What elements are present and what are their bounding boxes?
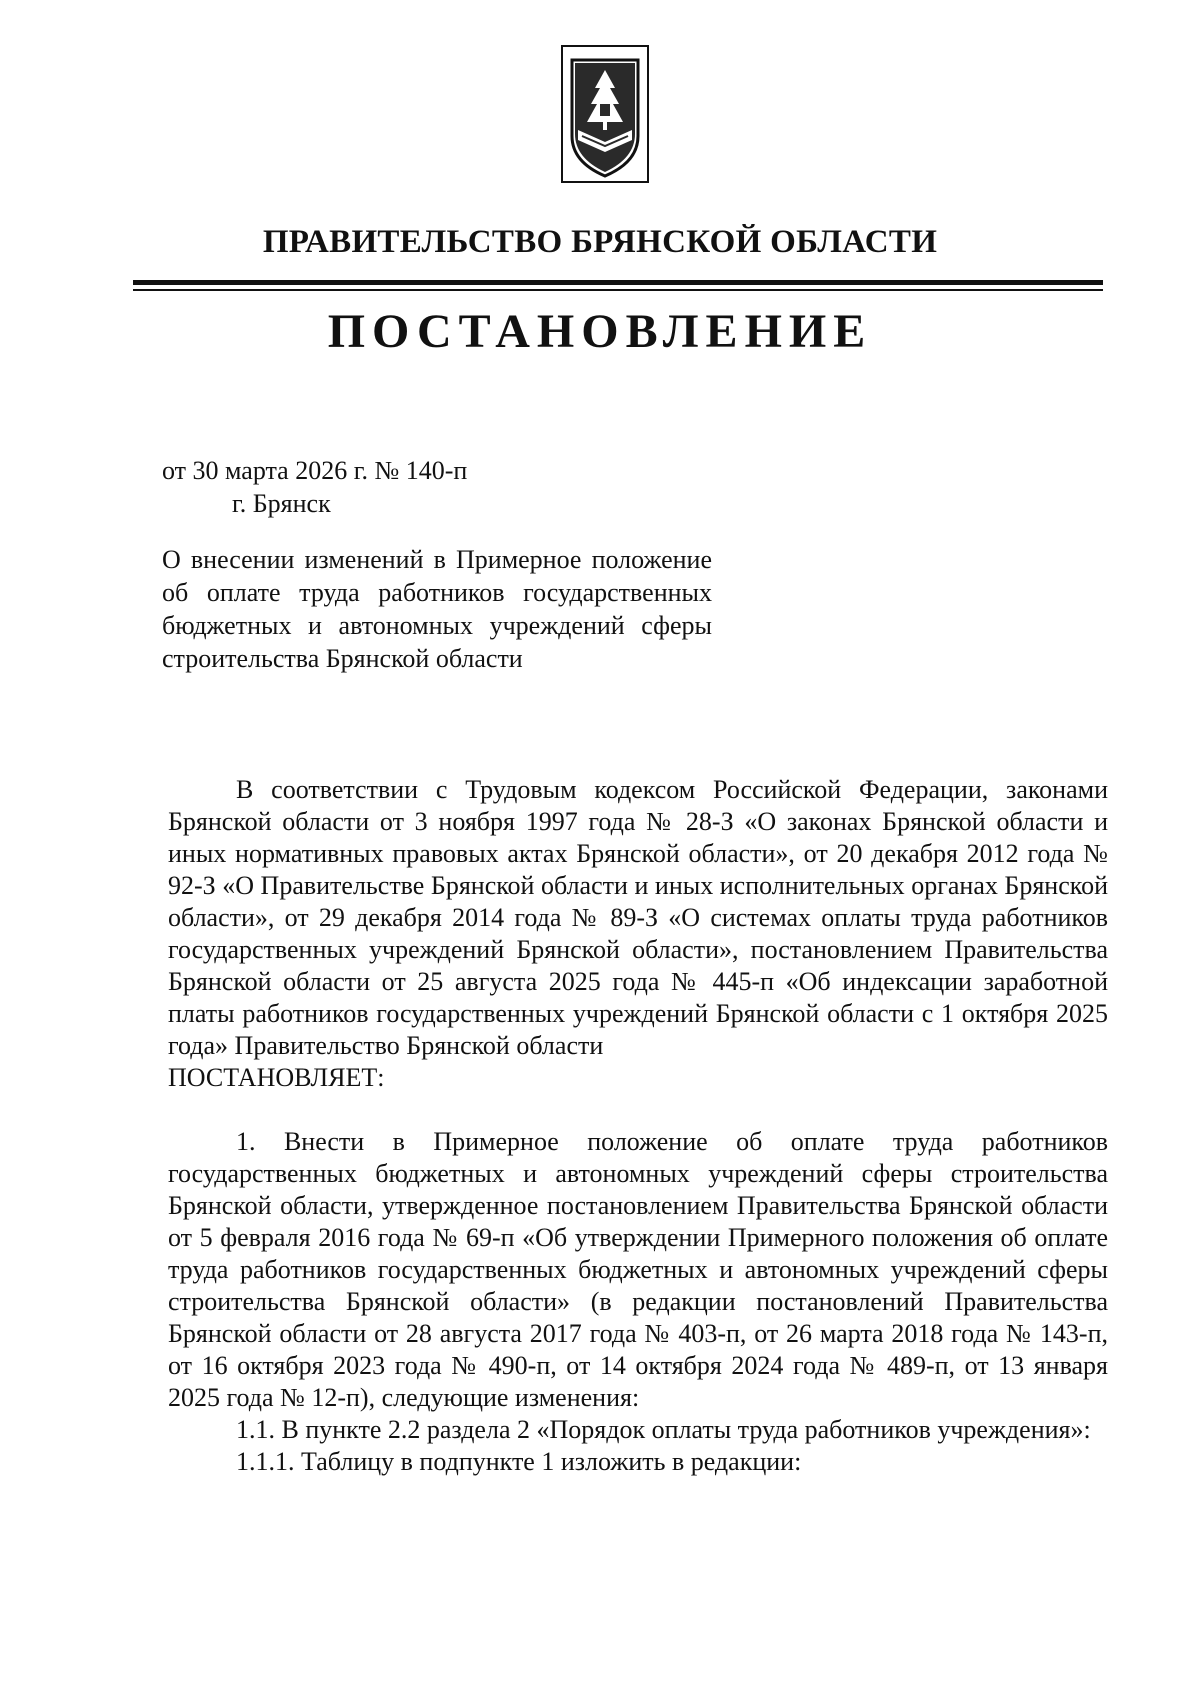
header-divider-thin	[133, 289, 1103, 291]
date-number: от 30 марта 2026 г. № 140-п	[162, 456, 468, 485]
preamble-paragraph: В соответствии с Трудовым кодексом Российской Федерации, законами Брянской области от 3 ноября 1997 года № 28-З «О законах Брянской области и иных нормативных правовых актах Брянской области», от 20 декабря 2012 года № 92-З «О Правительстве Брянской области и иных исполнительных органах Брянской области», от 29 декабря 2014 года № 89-З «О системах оплаты труда работников государственных учреждений Брянской области», постановлением Правительства Брянской области от 25 августа 2025 года № 445-п «Об индексации заработной платы работников государственных учреждений Брянской области с 1 октября 2025 года» Правительство Брянской области	[168, 775, 1108, 1060]
authority-title: ПРАВИТЕЛЬСТВО БРЯНСКОЙ ОБЛАСТИ	[262, 224, 938, 260]
header-divider-thick	[133, 280, 1103, 285]
bryansk-coat-of-arms-icon	[560, 44, 650, 184]
resolves-heading: ПОСТАНОВЛЯЕТ:	[168, 1063, 385, 1092]
city: г. Брянск	[232, 489, 331, 518]
item-1-1-1-paragraph: 1.1.1. Таблицу в подпункте 1 изложить в редакции:	[236, 1447, 802, 1476]
document-meta	[162, 454, 467, 520]
document-subject: О внесении изменений в Примерное положение об оплате труда работников государственных бюджетных и автономных учреждений сферы строительства Брянской области	[162, 545, 712, 673]
document-body	[168, 774, 1108, 1478]
item-1-1-paragraph: 1.1. В пункте 2.2 раздела 2 «Порядок оплаты труда работников учреждения»:	[236, 1415, 1091, 1444]
document-type-title: ПОСТАНОВЛЕНИЕ	[327, 305, 873, 358]
item-1-paragraph: 1. Внести в Примерное положение об оплате труда работников государственных бюджетных и автономных учреждений сферы строительства Брянской области, утвержденное постановлением Правительства Брянской области от 5 февраля 2016 года № 69-п «Об утверждении Примерного положения об оплате труда работников государственных бюджетных и автономных учреждений сферы строительства Брянской области» (в редакции постановлений Правительства Брянской области от 28 августа 2017 года № 403-п, от 26 марта 2018 года № 143-п, от 16 октября 2023 года № 490-п, от 14 октября 2024 года № 489-п, от 13 января 2025 года № 12-п), следующие изменения:	[168, 1127, 1108, 1412]
